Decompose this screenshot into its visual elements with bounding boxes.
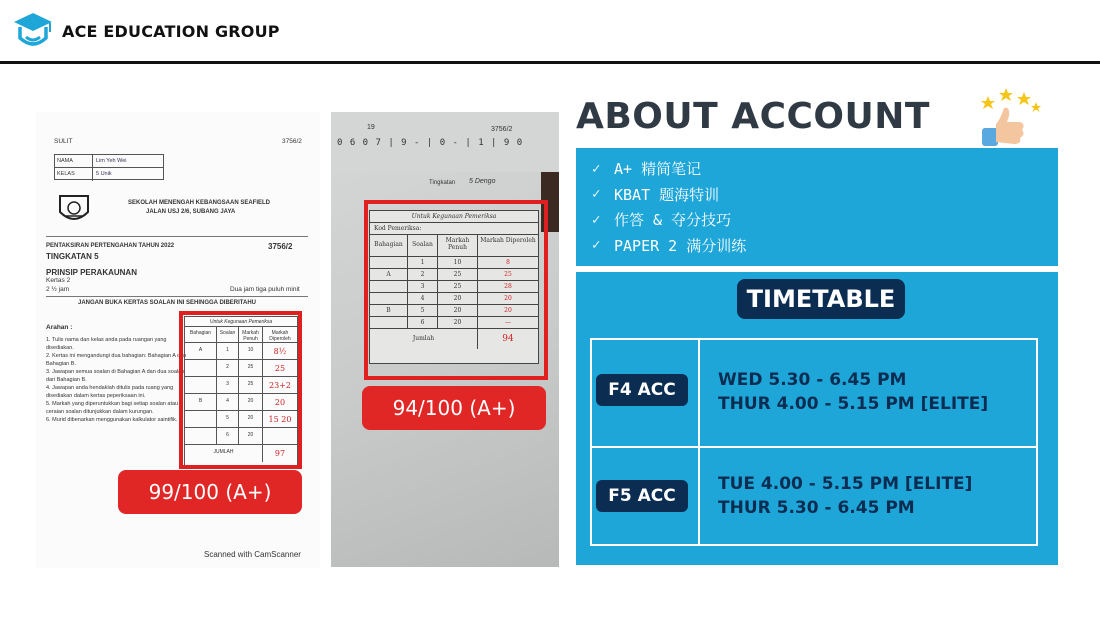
table-caption: Untuk Kegunaan Pemeriksa — [370, 211, 538, 223]
highlight-frame-middle — [364, 200, 548, 380]
th-soalan: Soalan — [217, 327, 239, 342]
camscanner-label: Scanned with CamScanner — [204, 550, 301, 559]
table-row: 4 20 20 — [370, 293, 538, 305]
grid-divider — [592, 446, 1036, 448]
arahan-title: Arahan : — [46, 324, 73, 331]
class-tag-f5: F5 ACC — [596, 480, 688, 512]
exam-code: 3756/2 — [268, 242, 293, 251]
table-row: B 5 20 20 — [370, 305, 538, 317]
check-icon: ✓ — [592, 211, 601, 228]
instruction-item: 4. Jawapan anda hendaklah ditulis pada ruang yang disediakan dalam kertas peperiksaan ini. — [46, 385, 174, 399]
score-badge-left: 99/100 (A+) — [118, 470, 302, 514]
exam-warning: JANGAN BUKA KERTAS SOALAN INI SEHINGGA DIBERITAHU — [78, 300, 257, 306]
form-level: TINGKATAN 5 — [46, 252, 99, 261]
tingkatan-label: Tingkatan — [429, 180, 456, 186]
name-label: NAMA — [55, 155, 93, 167]
school-name: SEKOLAH MENENGAH KEBANGSAAN SEAFIELD — [128, 200, 271, 206]
paper: Kertas 2 — [46, 277, 71, 284]
class-value: 5 Unik — [96, 171, 112, 177]
divider — [46, 236, 308, 237]
table-row: 6 20 — [185, 428, 297, 445]
brand-name: ACE EDUCATION GROUP — [62, 22, 280, 41]
instruction-item: 3. Jawapan semua soalan di Bahagian A dan dua soalan dari Bahagian B. — [46, 369, 185, 383]
check-icon: ✓ — [592, 237, 601, 254]
class-label: KELAS — [55, 168, 93, 181]
thumbs-up-stars-icon — [974, 86, 1044, 146]
list-item: ✓ KBAT 题海特训 — [592, 185, 720, 204]
ic-number: 0 6 0 7 | 9 - | 0 - | 1 | 9 0 — [337, 138, 524, 148]
kod-pemeriksa: Kod Pemeriksa: — [370, 223, 538, 235]
instruction-item: 6. Murid dibenarkan menggunakan kalkulator saintifik. — [46, 417, 178, 423]
th-markah-penuh: Markah Penuh — [239, 327, 263, 342]
header-divider — [0, 61, 1100, 64]
list-item: ✓ PAPER 2 满分训练 — [592, 236, 747, 255]
table-row: 6 20 — — [370, 317, 538, 329]
scan-left-code: 3756/2 — [282, 138, 302, 145]
list-item: ✓ A+ 精简笔记 — [592, 160, 702, 179]
check-icon: ✓ — [592, 186, 601, 203]
marks-table-middle: Untuk Kegunaan Pemeriksa Kod Pemeriksa: Bahagian Soalan Markah Penuh Markah Diperoleh 1 10 8 A 2 25 25 3 25 28 4 20 20 B 5 20 20 6 20 — Jumlah 94 — [369, 210, 539, 364]
th-markah-diperoleh: Markah Diperoleh — [269, 330, 291, 342]
school-address: JALAN USJ 2/6, SUBANG JAYA — [146, 209, 236, 215]
table-row: 2 25 25 — [185, 360, 297, 377]
slot-f4-2: THUR 4.00 - 5.15 PM [ELITE] — [718, 394, 989, 414]
feature-list — [592, 156, 746, 258]
table-caption: Untuk Kegunaan Pemeriksa — [185, 317, 297, 327]
subject: PRINSIP PERAKAUNAN — [46, 268, 137, 277]
scan-left-sulit: SULIT — [54, 138, 73, 145]
tingkatan-value: 5 Dengo — [469, 178, 496, 185]
instructions — [46, 336, 192, 424]
slot-f4-1: WED 5.30 - 6.45 PM — [718, 370, 907, 390]
table-row: 5 20 15 20 — [185, 411, 297, 428]
table-row: A 2 25 25 — [370, 269, 538, 281]
timetable-grid — [590, 338, 1038, 546]
table-row: A 1 10 8½ — [185, 343, 297, 360]
th-bahagian: Bahagian — [185, 327, 217, 342]
divider — [46, 296, 308, 297]
paper-code: 3756/2 — [491, 126, 513, 133]
table-total-row: JUMLAH 97 — [185, 445, 297, 462]
highlight-frame-left — [179, 311, 302, 469]
duration-long: Dua jam tiga puluh minit — [230, 286, 300, 293]
list-item: ✓ 作答 & 夺分技巧 — [592, 211, 732, 230]
instruction-item: 1. Tulis nama dan kelas anda pada ruangan yang disediakan. — [46, 337, 167, 351]
class-tag-f4: F4 ACC — [596, 374, 688, 406]
table-row: 1 10 8 — [370, 257, 538, 269]
table-row: 3 25 28 — [370, 281, 538, 293]
instruction-item: 2. Kertas ini mengandungi dua bahagian: Bahagian A dan Bahagian B. — [46, 353, 187, 367]
duration-short: 2 ½ jam — [46, 286, 70, 293]
timetable-title: TIMETABLE — [737, 279, 905, 319]
name-box — [54, 154, 164, 180]
page-number: 19 — [367, 124, 375, 131]
slot-f5-2: THUR 5.30 - 6.45 PM — [718, 498, 915, 518]
check-icon: ✓ — [592, 160, 601, 177]
graduation-cap-shield-icon — [12, 10, 54, 54]
instruction-item: 5. Markah yang diperuntukkan bagi setiap soalan atau ceraian soalan ditunjukkan dalam kurungan. — [46, 401, 179, 415]
name-value: Lim Yeh Wei — [96, 158, 127, 164]
grid-divider — [698, 340, 700, 544]
slot-f5-1: TUE 4.00 - 5.15 PM [ELITE] — [718, 474, 973, 494]
exam-title: PENTAKSIRAN PERTENGAHAN TAHUN 2022 — [46, 243, 175, 249]
score-badge-middle: 94/100 (A+) — [362, 386, 546, 430]
table-row: 3 25 23+2 — [185, 377, 297, 394]
table-total-row: Jumlah 94 — [370, 329, 538, 349]
about-title: ABOUT ACCOUNT — [576, 96, 930, 137]
school-crest-icon — [54, 192, 94, 228]
table-row: B 4 20 20 — [185, 394, 297, 411]
